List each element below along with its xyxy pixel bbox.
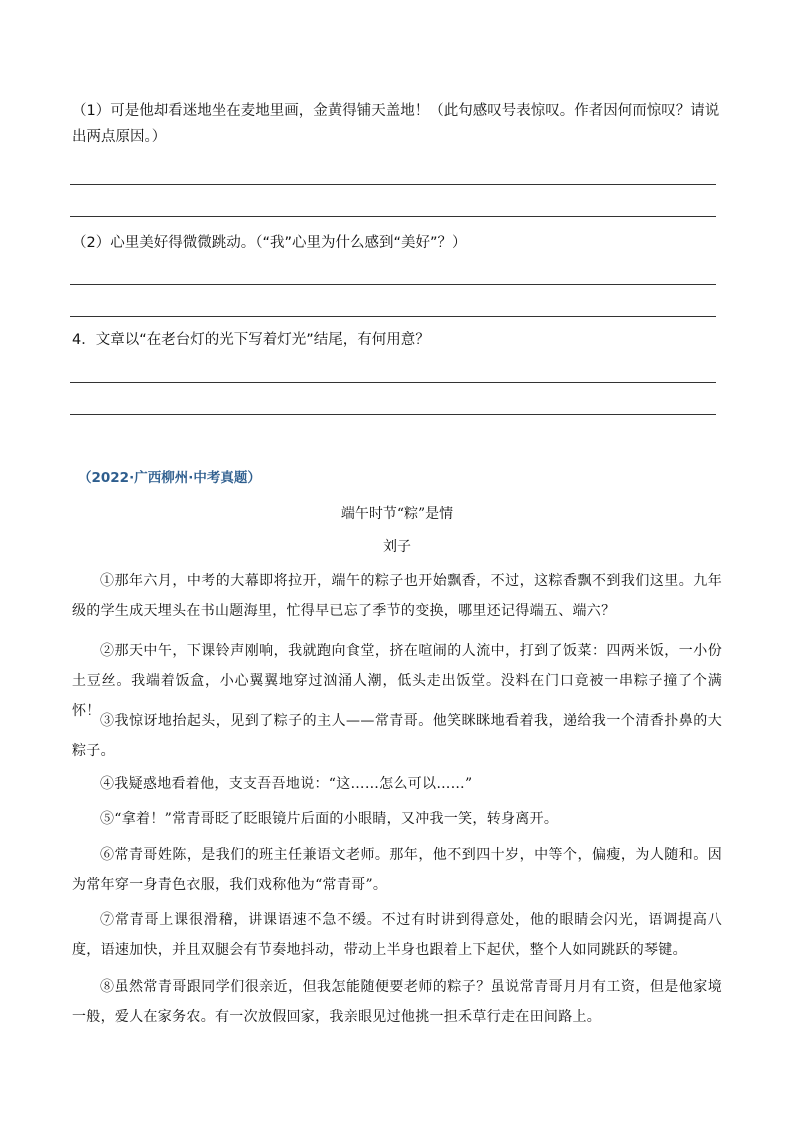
passage-author: 刘子 <box>383 539 411 555</box>
paragraph-8: ⑧虽然常青哥跟同学们很亲近，但我怎能随便要老师的粽子？虽说常青哥月月有工资，但是他家境一般，爱人在家务农。有一次放假回家，我亲眼见过他挑一担禾草行走在田间路上。 <box>72 979 722 1025</box>
answer-line <box>70 382 716 383</box>
question-3-2: （2）心里美好得微微跳动。（“我”心里为什么感到“美好”？） <box>72 235 467 251</box>
passage-source: （2022·广西柳州·中考真题） <box>78 470 261 486</box>
answer-line <box>70 414 716 415</box>
paragraph-5: ⑤“拿着！”常青哥眨了眨眼镜片后面的小眼睛，又冲我一笑，转身离开。 <box>100 811 559 827</box>
question-4: 4．文章以“在老台灯的光下写着灯光”结尾，有何用意？ <box>72 332 430 348</box>
paragraph-2: ②那天中午，下课铃声刚响，我就跑向食堂，挤在喧闹的人流中，打到了饭菜：四两米饭，一小份土豆丝。我端着饭盒，小心翼翼地穿过汹涌人潮，低头走出饭堂。没料在门口竟被一串粽子撞了个满怀！ <box>72 643 722 719</box>
paragraph-4: ④我疑惑地看着他，支支吾吾地说：“这……怎么可以……” <box>100 776 473 792</box>
answer-line <box>70 316 716 317</box>
paragraph-7: ⑦常青哥上课很滑稽，讲课语速不急不缓。不过有时讲到得意处，他的眼睛会闪光，语调提高八度，语速加快，并且双腿会有节奏地抖动，带动上半身也跟着上下起伏，整个人如同跳跃的琴键。 <box>72 912 722 958</box>
answer-line <box>70 284 716 285</box>
answer-line <box>70 184 716 185</box>
answer-line <box>70 216 716 217</box>
paragraph-6: ⑥常青哥姓陈，是我们的班主任兼语文老师。那年，他不到四十岁，中等个，偏瘦，为人随和。因为常年穿一身青色衣服，我们戏称他为“常青哥”。 <box>72 847 722 893</box>
paragraph-3: ③我惊讶地抬起头，见到了粽子的主人——常青哥。他笑眯眯地看着我，递给我一个清香扑鼻的大粽子。 <box>72 713 722 759</box>
paragraph-1: ①那年六月，中考的大幕即将拉开，端午的粽子也开始飘香，不过，这粽香飘不到我们这里。九年级的学生成天埋头在书山题海里，忙得早已忘了季节的变换，哪里还记得端五、端六？ <box>72 573 722 619</box>
passage-title: 端午时节“粽”是情 <box>340 506 454 522</box>
question-3-1: （1）可是他却看迷地坐在麦地里画，金黄得铺天盖地！（此句感叹号表惊叹。作者因何而惊叹？请说出两点原因。） <box>72 103 720 145</box>
